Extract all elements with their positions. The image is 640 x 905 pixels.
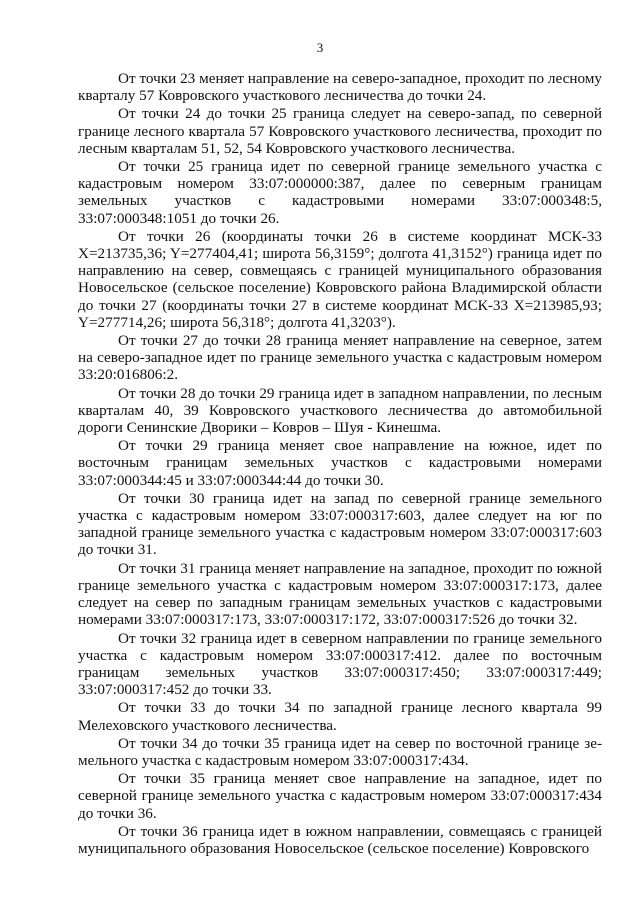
paragraph-4: От точки 26 (координаты точки 26 в системе координат МСК-33 X=213735,36; Y=277404,41; широта 56,3159°; долгота 41,3152°) граница идет по направлению на север, совмещаясь с границей муниципального образования Новосельское (сельское поселение) Ковровского района Владимирской области до точки 27 (координаты точки 27 в системе координат МСК-33 X=213985,93; Y=277714,26; широта 56,318°; долгота 41,3203°). [78,227,602,331]
paragraph-8: От точки 30 граница идет на запад по северной границе земельного участка с кадастровым номером 33:07:000317:603, далее следует на юг по западной границе земельного участка с кадастровым номером 33:07:000317:603 до точки 31. [78,489,602,559]
paragraph-12: От точки 34 до точки 35 граница идет на север по восточной границе земельного участка с кадастровым номером 33:07:000317:434. [78,734,602,769]
paragraph-13: От точки 35 граница меняет свое направление на западное, идет по северной границе земельного участка с кадастровым номером 33:07:000317:434 до точки 36. [78,770,602,822]
paragraph-7: От точки 29 граница меняет свое направление на южное, идет по восточным границам земельных участков с кадастровыми номерами 33:07:000344:45 и 33:07:000344:44 до точки 30. [78,437,602,489]
document-body [78,70,602,858]
page-number: 3 [316,40,324,55]
paragraph-2: От точки 24 до точки 25 граница следует на северо-запад, по северной границе лесного квартала 57 Ковровского участкового лесничества, проходит по лесным кварталам 51, 52, 54 Ковровского участкового лесничества. [78,105,602,157]
paragraph-1: От точки 23 меняет направление на северо-западное, проходит по лесному кварталу 57 Ковровского участкового лесничества до точки 24. [78,70,602,105]
paragraph-11: От точки 33 до точки 34 по западной границе лесного квартала 99 Мелеховского участкового лесничества. [78,699,602,734]
paragraph-10: От точки 32 граница идет в северном направлении по границе земельного участка с кадастровым номером 33:07:000317:412. далее по восточным границам земельных участков 33:07:000317:450; 33:07:000317:449; 33:07:000317:452 до точки 33. [78,629,602,699]
paragraph-9: От точки 31 граница меняет направление на западное, проходит по южной границе земельного участка с кадастровым номером 33:07:000317:173, далее следует на север по западным границам земельных участков с кадастровыми номерами 33:07:000317:173, 33:07:000317:172, 33:07:000317:526 до точки 32. [78,559,602,629]
paragraph-3: От точки 25 граница идет по северной границе земельного участка с кадастровым номером 33:07:000000:387, далее по северным границам земельных участков с кадастровыми номерами 33:07:000348:5, 33:07:000348:1051 до точки 26. [78,158,602,227]
paragraph-6: От точки 28 до точки 29 граница идет в западном направлении, по лесным кварталам 40, 39 Ковровского участкового лесничества до автомобильной дороги Сенинские Дворики – Ковров – Шуя - Кинешма. [78,384,602,437]
paragraph-5: От точки 27 до точки 28 граница меняет направление на северное, затем на северо-западное идет по границе земельного участка с кадастровым номером 33:20:016806:2. [78,332,602,384]
paragraph-14: От точки 36 граница идет в южном направлении, совмещаясь с границей муниципального образования Новосельское (сельское поселение) Ковровского [78,822,602,857]
